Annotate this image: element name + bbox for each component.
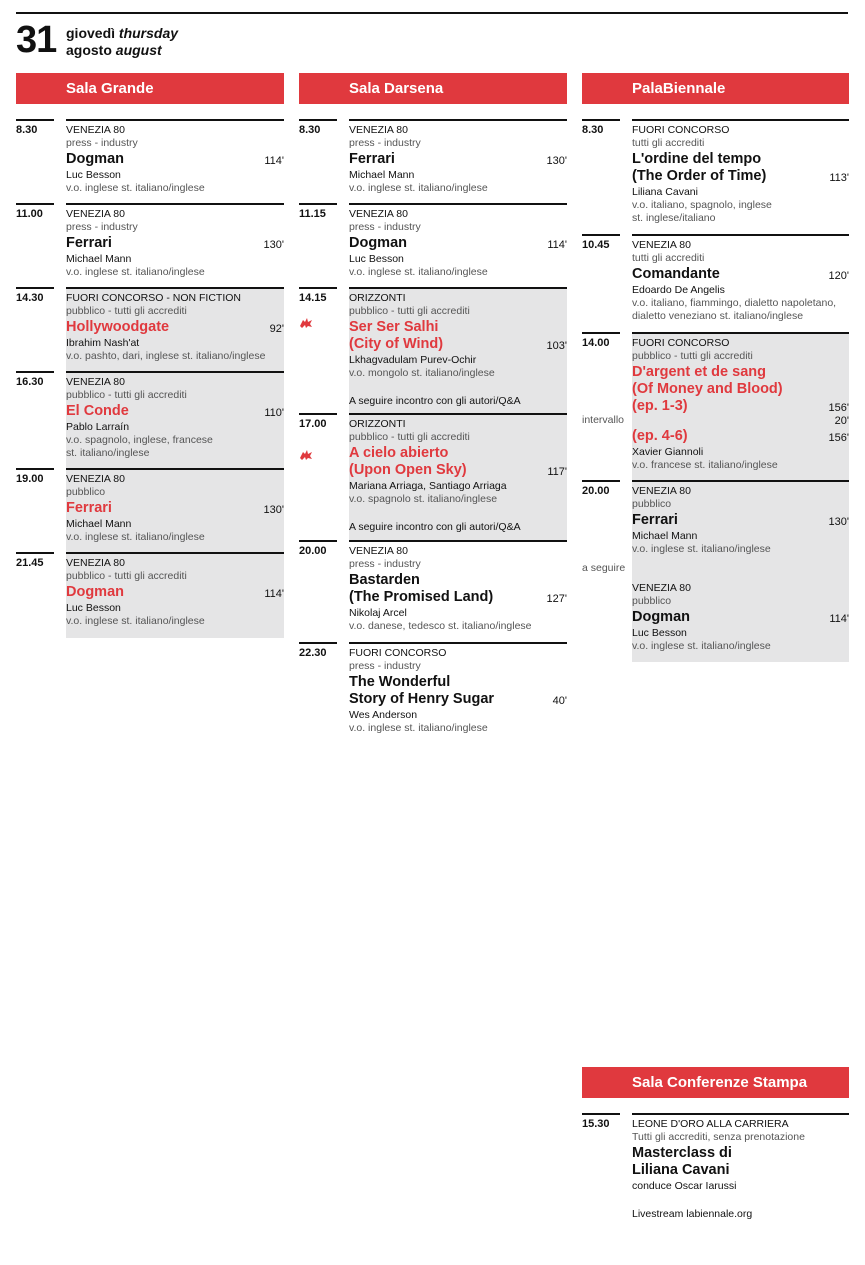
film-title[interactable]: Hollywoodgate [66, 319, 170, 335]
section-label: FUORI CONCORSO [349, 647, 447, 659]
day-it: giovedì [66, 25, 116, 41]
subtitle-info: st. inglese/italiano [632, 212, 716, 224]
day-number: 31 [16, 19, 57, 61]
screening-entry [16, 203, 284, 287]
screening-time: 11.15 [299, 203, 337, 220]
film-title[interactable]: Dogman [632, 609, 690, 625]
screening-entry [299, 287, 567, 413]
language-info: v.o. inglese st. italiano/inglese [66, 531, 205, 543]
venue-header: PalaBiennale [582, 73, 849, 104]
film-title[interactable]: D'argent et de sang [632, 364, 766, 380]
intermission-duration: 20' [834, 415, 849, 427]
subtitle-info: dialetto veneziano st. italiano/inglese [632, 310, 804, 322]
screening-time: 11.00 [16, 203, 54, 220]
director: Luc Besson [66, 169, 121, 181]
language-info: v.o. inglese st. italiano/inglese [632, 543, 771, 555]
access-label: tutti gli accrediti [632, 252, 705, 264]
screening-time: 22.30 [299, 642, 337, 659]
screening-time: 14.00 [582, 332, 620, 349]
film-title-alt[interactable]: (City of Wind) [349, 336, 444, 352]
director: Nikolaj Arcel [349, 607, 407, 619]
film-title-alt[interactable]: (The Promised Land) [349, 589, 494, 605]
access-label: press - industry [349, 558, 421, 570]
section-label: VENEZIA 80 [632, 239, 691, 251]
screening-entry [299, 413, 567, 540]
film-title[interactable]: El Conde [66, 403, 129, 419]
duration: 127' [546, 593, 567, 605]
access-label: press - industry [66, 137, 138, 149]
access-label: pubblico [632, 498, 672, 510]
section-label: VENEZIA 80 [66, 473, 125, 485]
event-entry [582, 1113, 849, 1226]
duration: 130' [263, 239, 284, 251]
duration: 110' [264, 407, 284, 419]
film-title[interactable]: Dogman [66, 151, 124, 167]
venue-header: Sala Conferenze Stampa [582, 1067, 849, 1098]
language-info: v.o. mongolo st. italiano/inglese [349, 367, 495, 379]
duration: 114' [264, 155, 284, 167]
section-label: FUORI CONCORSO [632, 124, 730, 136]
duration: 114' [264, 588, 284, 600]
director: Wes Anderson [349, 709, 418, 721]
language-info: v.o. spagnolo st. italiano/inglese [349, 493, 498, 505]
section-label: LEONE D'ORO ALLA CARRIERA [632, 1118, 789, 1130]
screening-time: 14.30 [16, 287, 54, 304]
access-label: pubblico - tutti gli accrediti [66, 389, 187, 401]
screening-time: 14.15 [299, 287, 337, 304]
film-title[interactable]: The Wonderful [349, 674, 451, 690]
access-label: press - industry [349, 137, 421, 149]
language-info: v.o. spagnolo, inglese, francese [66, 434, 213, 446]
screening-entry [582, 119, 849, 234]
screening-entry [299, 119, 567, 203]
section-label: ORIZZONTI [349, 418, 406, 430]
language-info: v.o. francese st. italiano/inglese [632, 459, 778, 471]
film-title-alt[interactable]: (Upon Open Sky) [349, 462, 467, 478]
screening-time: 20.00 [299, 540, 337, 557]
access-label: pubblico - tutti gli accrediti [349, 431, 470, 443]
duration: 130' [546, 155, 567, 167]
film-title[interactable]: Dogman [66, 584, 124, 600]
day-label [66, 25, 178, 59]
director: Michael Mann [66, 253, 132, 265]
section-label: FUORI CONCORSO - NON FICTION [66, 292, 241, 304]
access-label: press - industry [66, 221, 138, 233]
director: Pablo Larraín [66, 421, 130, 433]
director: Luc Besson [349, 253, 404, 265]
director: Michael Mann [349, 169, 415, 181]
film-title[interactable]: Dogman [349, 235, 407, 251]
access-label: pubblico - tutti gli accrediti [66, 305, 187, 317]
access-label: pubblico [66, 486, 106, 498]
duration: 103' [546, 340, 567, 352]
then-label: a seguire [582, 562, 626, 574]
director: Liliana Cavani [632, 186, 698, 198]
film-title[interactable]: Ferrari [66, 500, 112, 516]
host: conduce Oscar Iarussi [632, 1180, 737, 1192]
duration: 117' [547, 466, 567, 478]
language-info: v.o. italiano, fiammingo, dialetto napoletano, [632, 297, 837, 309]
access-label: press - industry [349, 660, 421, 672]
film-title[interactable]: Ferrari [632, 512, 678, 528]
lion-icon [299, 317, 313, 329]
language-info: v.o. inglese st. italiano/inglese [66, 615, 205, 627]
film-title[interactable]: A cielo abierto [349, 445, 449, 461]
access-label: pubblico - tutti gli accrediti [349, 305, 470, 317]
column-sala-darsena [299, 73, 567, 742]
top-rule [16, 12, 848, 14]
duration-part-1: 156' [828, 402, 849, 414]
month-it: agosto [66, 42, 112, 58]
screening-entry [299, 642, 567, 742]
access-label: pubblico - tutti gli accrediti [632, 350, 753, 362]
section-label: VENEZIA 80 [349, 208, 408, 220]
duration: 120' [828, 270, 849, 282]
screening-entry [16, 468, 284, 552]
section-label: VENEZIA 80 [66, 376, 125, 388]
director: Michael Mann [632, 530, 698, 542]
subtitle-info: st. italiano/inglese [66, 447, 150, 459]
lion-icon [299, 449, 313, 461]
duration: 130' [828, 516, 849, 528]
column-sala-conferenze [582, 1067, 849, 1226]
screening-entry [16, 287, 284, 371]
duration-part-2: 156' [828, 432, 849, 444]
screening-entry [299, 203, 567, 287]
language-info: v.o. inglese st. italiano/inglese [66, 182, 205, 194]
access-label: tutti gli accrediti [632, 137, 705, 149]
intermission-label: intervallo [582, 414, 625, 426]
director: Lkhagvadulam Purev-Ochir [349, 354, 477, 366]
section-label: VENEZIA 80 [349, 545, 408, 557]
duration: 113' [829, 172, 849, 184]
screening-time: 19.00 [16, 468, 54, 485]
director: Xavier Giannoli [632, 446, 704, 458]
event-title-line2[interactable]: Liliana Cavani [632, 1162, 730, 1178]
duration: 114' [547, 239, 567, 251]
section-label: VENEZIA 80 [632, 582, 691, 594]
event-time: 15.30 [582, 1113, 620, 1130]
section-label: ORIZZONTI [349, 292, 406, 304]
screening-time: 8.30 [299, 119, 337, 136]
language-info: v.o. inglese st. italiano/inglese [632, 640, 771, 652]
screening-time: 16.30 [16, 371, 54, 388]
language-info: v.o. inglese st. italiano/inglese [66, 266, 205, 278]
access-label: pubblico - tutti gli accrediti [66, 570, 187, 582]
film-title-alt[interactable]: Story of Henry Sugar [349, 691, 495, 707]
film-title-alt[interactable]: (Of Money and Blood) [632, 381, 783, 397]
screening-entry [582, 332, 849, 480]
section-label: VENEZIA 80 [66, 208, 125, 220]
section-label: VENEZIA 80 [349, 124, 408, 136]
venue-header: Sala Darsena [299, 73, 567, 104]
section-label: VENEZIA 80 [66, 124, 125, 136]
director: Luc Besson [66, 602, 121, 614]
duration: 40' [552, 695, 567, 707]
screening-entry [582, 234, 849, 332]
director: Luc Besson [632, 627, 687, 639]
director: Ibrahim Nash'at [66, 337, 140, 349]
director: Michael Mann [66, 518, 132, 530]
screening-entry [299, 540, 567, 642]
duration: 114' [829, 613, 849, 625]
venue-header: Sala Grande [16, 73, 284, 104]
director: Edoardo De Angelis [632, 284, 725, 296]
section-label: VENEZIA 80 [66, 557, 125, 569]
duration: 130' [263, 504, 284, 516]
language-info: v.o. danese, tedesco st. italiano/inglese [349, 620, 532, 632]
screening-entry [16, 119, 284, 203]
livestream-link[interactable]: Livestream labiennale.org [632, 1208, 753, 1220]
duration: 92' [269, 323, 284, 335]
screening-time: 21.45 [16, 552, 54, 569]
day-en: thursday [118, 25, 179, 41]
film-title[interactable]: Ser Ser Salhi [349, 319, 439, 335]
film-title[interactable]: L'ordine del tempo [632, 151, 762, 167]
section-label: FUORI CONCORSO [632, 337, 730, 349]
language-info: v.o. pashto, dari, inglese st. italiano/inglese [66, 350, 266, 362]
access-label: Tutti gli accrediti, senza prenotazione [632, 1131, 805, 1143]
language-info: v.o. italiano, spagnolo, inglese [632, 199, 772, 211]
film-title[interactable]: Comandante [632, 266, 720, 282]
screening-time: 17.00 [299, 413, 337, 430]
screening-time: 8.30 [16, 119, 54, 136]
episode-part-1[interactable]: (ep. 1-3) [632, 398, 688, 414]
screening-time: 8.30 [582, 119, 620, 136]
access-label: press - industry [349, 221, 421, 233]
film-title[interactable]: Bastarden [349, 572, 420, 588]
film-title[interactable]: Ferrari [349, 151, 395, 167]
access-label: pubblico [632, 595, 672, 607]
month-en: august [115, 42, 162, 58]
screening-time: 10.45 [582, 234, 620, 251]
qa-note: A seguire incontro con gli autori/Q&A [349, 521, 521, 533]
screening-entry [16, 552, 284, 638]
event-title[interactable]: Masterclass di [632, 1145, 732, 1161]
director: Mariana Arriaga, Santiago Arriaga [349, 480, 507, 492]
film-title[interactable]: Ferrari [66, 235, 112, 251]
qa-note: A seguire incontro con gli autori/Q&A [349, 395, 521, 407]
screening-time: 20.00 [582, 480, 620, 497]
column-sala-grande [16, 73, 284, 638]
language-info: v.o. inglese st. italiano/inglese [349, 182, 488, 194]
screening-entry [16, 371, 284, 468]
screening-entry [582, 480, 849, 662]
column-palabiennale [582, 73, 849, 662]
language-info: v.o. inglese st. italiano/inglese [349, 722, 488, 734]
section-label: VENEZIA 80 [632, 485, 691, 497]
film-title-alt[interactable]: (The Order of Time) [632, 168, 767, 184]
episode-part-2[interactable]: (ep. 4-6) [632, 428, 688, 444]
language-info: v.o. inglese st. italiano/inglese [349, 266, 488, 278]
